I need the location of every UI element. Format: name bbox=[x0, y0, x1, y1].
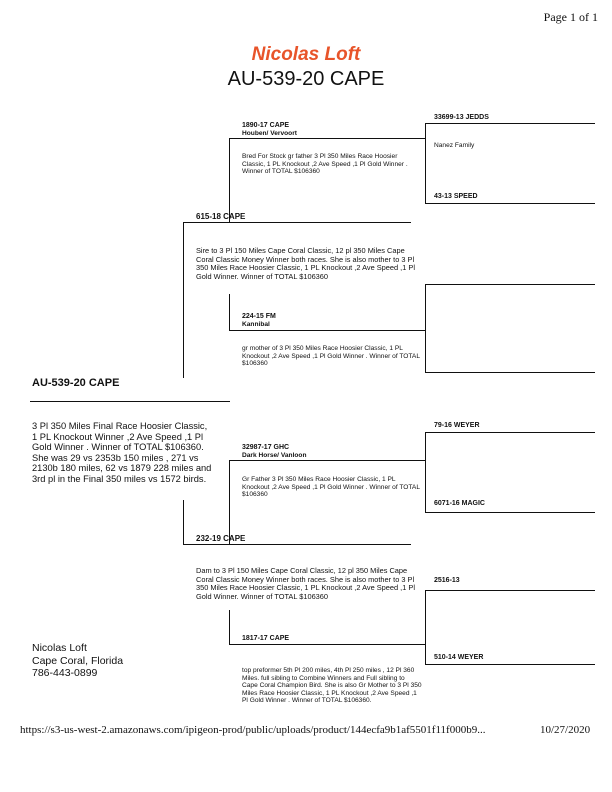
gp-ss-band: 1890-17 CAPE bbox=[242, 122, 290, 129]
gp-ss-sub: Houben/ Vervoort bbox=[242, 130, 297, 137]
gp-ss-notes: Bred For Stock gr father 3 Pl 350 Miles Race Hoosier Classic, 1 PL Knockout ,2 Ave Speed ,1 Pl Gold Winner . Winner of TOTAL $106360 bbox=[242, 153, 408, 176]
ggp-ddd-band: 510-14 WEYER bbox=[434, 654, 484, 661]
gp-sd-notes: gr mother of 3 Pl 350 Miles Race Hoosier Classic, 1 PL Knockout ,2 Ave Speed ,1 Pl Gold Winner . Winner of TOTAL $106360 bbox=[242, 345, 420, 368]
ggp-sd-bracket bbox=[425, 284, 426, 372]
ggp-ds-bracket bbox=[425, 432, 426, 512]
subject-band: AU-539-20 CAPE bbox=[32, 377, 120, 389]
gp-dd-line bbox=[229, 644, 425, 645]
loft-name: Nicolas Loft bbox=[251, 44, 361, 65]
sire-notes: Sire to 3 Pl 150 Miles Cape Coral Classic, 12 pl 350 Miles Cape Coral Classic Money Winner both races. She is also mother to 3 Pl 350 Miles Race Hoosier Classic, 1 PL Knockout ,2 Ave Speed ,1 Pl Gold Winner. Winner of TOTAL $106360 bbox=[196, 246, 415, 281]
sire-line bbox=[183, 222, 411, 223]
ggp-sds-line bbox=[425, 284, 595, 285]
dam-line bbox=[183, 544, 411, 545]
sire-band: 615-18 CAPE bbox=[196, 212, 246, 221]
footer-url: https://s3-us-west-2.amazonaws.com/ipigeon-prod/public/uploads/product/144ecfa9b1af5501f11f000b9... bbox=[20, 724, 486, 736]
dam-notes: Dam to 3 Pl 150 Miles Cape Coral Classic, 12 pl 350 Miles Cape Coral Classic Money Winner both races. She is also mother to 3 Pl 350 Miles Race Hoosier Classic, 1 PL Knockout ,2 Ave Speed ,1 Pl Gold Winner. Winner of TOTAL $106360 bbox=[196, 566, 415, 601]
ggp-dsd-band: 6071-16 MAGIC bbox=[434, 500, 485, 507]
gp-ds-band: 32987-17 GHC bbox=[242, 444, 290, 451]
gp-ds-line bbox=[229, 460, 425, 461]
subject-notes: 3 Pl 350 Miles Final Race Hoosier Classic, 1 PL Knockout Winner ,2 Ave Speed ,1 Pl Gold Winner . Winner of TOTAL $106360. She was 29 vs 2353b 150 miles , 271 vs 2130b 180 miles, 62 vs 1879 228 miles and 3rd pl in the Final 350 miles vs 1572 birds. bbox=[32, 421, 212, 484]
ggp-dss-band: 79-16 WEYER bbox=[434, 422, 480, 429]
ggp-ss-bracket bbox=[425, 123, 426, 203]
dam-vertical-down bbox=[229, 610, 230, 644]
ggp-ssd-line bbox=[425, 203, 595, 204]
gp-ds-notes: Gr Father 3 Pl 350 Miles Race Hoosier Classic, 1 PL Knockout ,2 Ave Speed ,1 Pl Gold Winner . Winner of TOTAL $106360 bbox=[242, 476, 420, 499]
ggp-dd-bracket bbox=[425, 590, 426, 664]
gp-dd-band: 1817-17 CAPE bbox=[242, 635, 290, 642]
ggp-ssd-band: 43-13 SPEED bbox=[434, 193, 478, 200]
gp-ds-sub: Dark Horse/ Vanloon bbox=[242, 452, 307, 459]
ggp-sss-band: 33699-13 JEDDS bbox=[434, 114, 489, 121]
subject-line bbox=[30, 401, 230, 402]
gp-ss-line bbox=[229, 138, 425, 139]
ggp-sss-notes: Nanez Family bbox=[434, 142, 475, 149]
gp-sd-band: 224-15 FM bbox=[242, 313, 276, 320]
ggp-sss-line bbox=[425, 123, 595, 124]
gp-sd-line bbox=[229, 330, 425, 331]
footer-date: 10/27/2020 bbox=[540, 724, 591, 736]
ggp-sdd-line bbox=[425, 372, 595, 373]
dam-vertical-up bbox=[229, 460, 230, 544]
owner-block bbox=[32, 642, 123, 680]
ggp-ddd-line bbox=[425, 664, 595, 665]
dam-band: 232-19 CAPE bbox=[196, 534, 246, 543]
page-title: AU-539-20 CAPE bbox=[227, 68, 385, 90]
ggp-dds-line bbox=[425, 590, 595, 591]
ggp-dsd-line bbox=[425, 512, 595, 513]
page-number: Page 1 of 1 bbox=[543, 10, 598, 24]
owner-phone: 786-443-0899 bbox=[32, 667, 98, 679]
gp-dd-notes: top preformer 5th Pl 200 miles, 4th Pl 250 miles , 12 Pl 360 Miles. full sibling to Combine Winners and Full sibling to Cape Coral Champion Bird. She is also Gr Mother to 3 Pl 350 Miles Race Hoosier Classic, 1 PL Knockout ,2 Ave Speed ,1 Pl Gold Winner . Winner of TOTAL $106360. bbox=[242, 667, 422, 705]
owner-name: Nicolas Loft bbox=[32, 642, 87, 654]
sire-vertical-down bbox=[229, 294, 230, 330]
subject-vertical-lower bbox=[183, 500, 184, 544]
ggp-dss-line bbox=[425, 432, 595, 433]
owner-location: Cape Coral, Florida bbox=[32, 654, 124, 667]
ggp-dds-band: 2516-13 bbox=[434, 577, 460, 584]
sire-vertical-up bbox=[229, 138, 230, 222]
subject-vertical bbox=[183, 222, 184, 378]
gp-sd-sub: Kannibal bbox=[242, 321, 270, 328]
